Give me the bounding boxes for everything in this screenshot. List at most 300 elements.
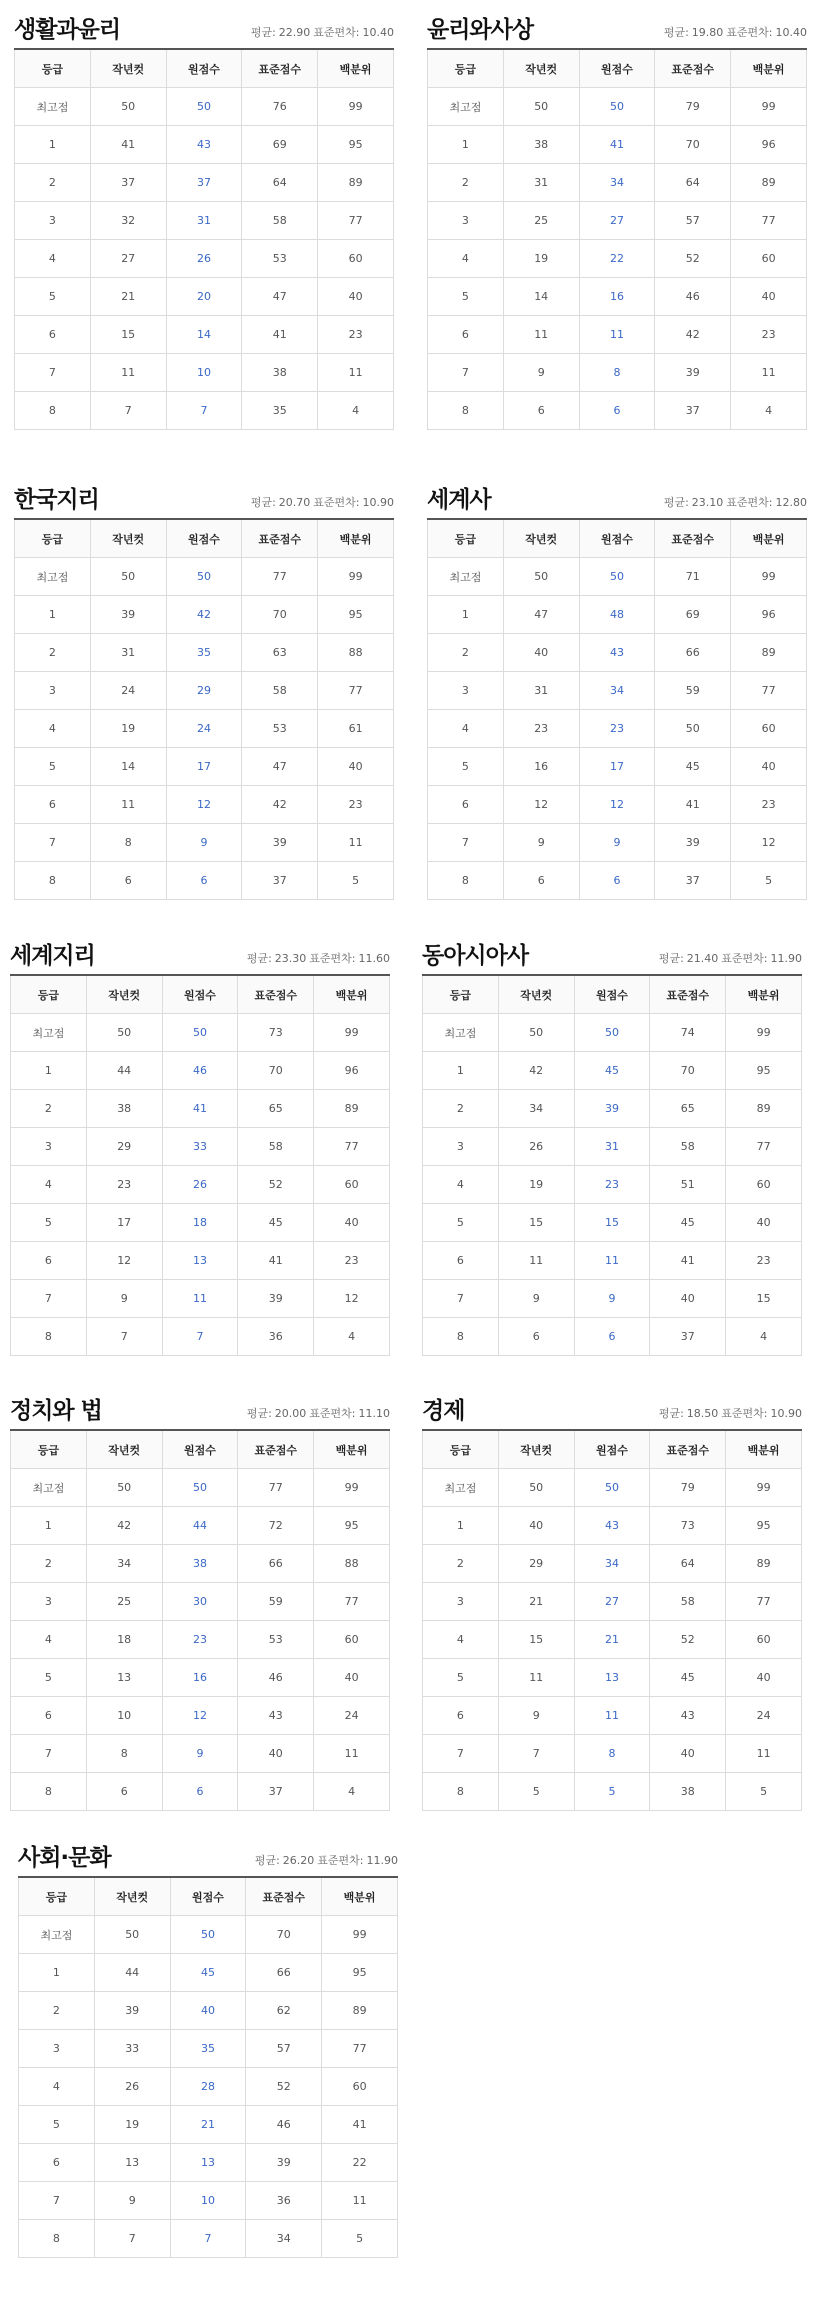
raw-score-cell: 43 bbox=[579, 634, 655, 672]
grade-cell: 7 bbox=[428, 354, 504, 392]
percentile-cell: 96 bbox=[731, 126, 807, 164]
last-year-cut-cell: 47 bbox=[503, 596, 579, 634]
table-row bbox=[11, 1583, 390, 1621]
table-row bbox=[428, 164, 807, 202]
standard-score-cell: 58 bbox=[650, 1128, 726, 1166]
percentile-cell: 60 bbox=[322, 2068, 398, 2106]
raw-score-cell: 50 bbox=[162, 1014, 238, 1052]
mean-label: 평균: bbox=[250, 26, 276, 39]
percentile-cell: 60 bbox=[726, 1166, 802, 1204]
grade-cell: 2 bbox=[15, 164, 91, 202]
grade-cell: 1 bbox=[15, 596, 91, 634]
standard-score-cell: 38 bbox=[242, 354, 318, 392]
grade-cell: 4 bbox=[428, 710, 504, 748]
percentile-cell: 89 bbox=[731, 164, 807, 202]
last-year-cut-cell: 19 bbox=[94, 2106, 170, 2144]
raw-score-cell: 23 bbox=[579, 710, 655, 748]
raw-score-cell: 6 bbox=[162, 1773, 238, 1811]
standard-score-cell: 45 bbox=[650, 1659, 726, 1697]
standard-score-cell: 53 bbox=[238, 1621, 314, 1659]
sd-label: 표준편차: bbox=[309, 1407, 356, 1420]
grade-cell: 최고점 bbox=[423, 1469, 499, 1507]
raw-score-cell: 50 bbox=[574, 1469, 650, 1507]
percentile-cell: 60 bbox=[731, 240, 807, 278]
last-year-cut-cell: 7 bbox=[94, 2220, 170, 2258]
raw-score-cell: 16 bbox=[162, 1659, 238, 1697]
score-stats bbox=[247, 1405, 390, 1421]
grade-cell: 3 bbox=[15, 672, 91, 710]
table-row bbox=[11, 1318, 390, 1356]
table-row bbox=[423, 1052, 802, 1090]
table-row bbox=[11, 1697, 390, 1735]
subject-title: 세계사 bbox=[427, 487, 491, 513]
table-row bbox=[423, 1318, 802, 1356]
raw-score-cell: 37 bbox=[166, 164, 242, 202]
panel-header bbox=[10, 1389, 390, 1429]
raw-score-cell: 46 bbox=[162, 1052, 238, 1090]
standard-score-cell: 39 bbox=[242, 824, 318, 862]
raw-score-cell: 34 bbox=[574, 1545, 650, 1583]
grade-cell: 4 bbox=[11, 1621, 87, 1659]
standard-score-cell: 64 bbox=[655, 164, 731, 202]
last-year-cut-cell: 24 bbox=[90, 672, 166, 710]
percentile-cell: 95 bbox=[318, 596, 394, 634]
grade-cell: 1 bbox=[19, 1954, 95, 1992]
column-header: 등급 bbox=[423, 975, 499, 1014]
standard-score-cell: 58 bbox=[650, 1583, 726, 1621]
last-year-cut-cell: 29 bbox=[86, 1128, 162, 1166]
column-header: 백분위 bbox=[314, 1430, 390, 1469]
table-row bbox=[19, 1992, 398, 2030]
percentile-cell: 24 bbox=[726, 1697, 802, 1735]
grade-cell: 6 bbox=[423, 1242, 499, 1280]
percentile-cell: 40 bbox=[726, 1659, 802, 1697]
grade-cell: 2 bbox=[15, 634, 91, 672]
percentile-cell: 99 bbox=[726, 1469, 802, 1507]
raw-score-cell: 13 bbox=[162, 1242, 238, 1280]
last-year-cut-cell: 14 bbox=[90, 748, 166, 786]
last-year-cut-cell: 7 bbox=[90, 392, 166, 430]
standard-score-cell: 37 bbox=[650, 1318, 726, 1356]
percentile-cell: 40 bbox=[318, 278, 394, 316]
percentile-cell: 23 bbox=[726, 1242, 802, 1280]
standard-score-cell: 76 bbox=[242, 88, 318, 126]
grade-cell: 8 bbox=[428, 862, 504, 900]
grade-cell: 1 bbox=[428, 596, 504, 634]
table-row bbox=[19, 2106, 398, 2144]
standard-score-cell: 72 bbox=[238, 1507, 314, 1545]
raw-score-cell: 43 bbox=[166, 126, 242, 164]
grade-cell: 2 bbox=[428, 164, 504, 202]
table-row bbox=[15, 634, 394, 672]
sd-label: 표준편차: bbox=[313, 26, 360, 39]
raw-score-cell: 50 bbox=[574, 1014, 650, 1052]
standard-score-cell: 59 bbox=[655, 672, 731, 710]
score-stats bbox=[251, 24, 394, 40]
grade-cell: 5 bbox=[19, 2106, 95, 2144]
subject-title: 세계지리 bbox=[10, 943, 95, 969]
table-row bbox=[15, 126, 394, 164]
column-header: 백분위 bbox=[318, 49, 394, 88]
last-year-cut-cell: 11 bbox=[90, 786, 166, 824]
table-row bbox=[15, 354, 394, 392]
raw-score-cell: 23 bbox=[162, 1621, 238, 1659]
sd-value: 10.40 bbox=[362, 26, 394, 39]
subject-title: 경제 bbox=[422, 1398, 465, 1424]
grade-cell: 8 bbox=[11, 1773, 87, 1811]
table-row bbox=[15, 392, 394, 430]
raw-score-cell: 7 bbox=[166, 392, 242, 430]
grade-cell: 4 bbox=[15, 240, 91, 278]
raw-score-cell: 50 bbox=[579, 88, 655, 126]
raw-score-cell: 34 bbox=[579, 164, 655, 202]
standard-score-cell: 34 bbox=[246, 2220, 322, 2258]
grade-cell: 8 bbox=[428, 392, 504, 430]
standard-score-cell: 41 bbox=[242, 316, 318, 354]
standard-score-cell: 66 bbox=[238, 1545, 314, 1583]
column-header: 원점수 bbox=[166, 49, 242, 88]
grade-cell: 2 bbox=[11, 1090, 87, 1128]
grade-cell: 5 bbox=[428, 278, 504, 316]
panel-header bbox=[427, 8, 807, 48]
percentile-cell: 24 bbox=[314, 1697, 390, 1735]
last-year-cut-cell: 9 bbox=[498, 1697, 574, 1735]
percentile-cell: 15 bbox=[726, 1280, 802, 1318]
raw-score-cell: 12 bbox=[166, 786, 242, 824]
sd-value: 11.60 bbox=[358, 952, 390, 965]
raw-score-cell: 9 bbox=[166, 824, 242, 862]
last-year-cut-cell: 25 bbox=[86, 1583, 162, 1621]
last-year-cut-cell: 50 bbox=[498, 1014, 574, 1052]
grade-cut-table bbox=[14, 48, 394, 430]
percentile-cell: 77 bbox=[314, 1128, 390, 1166]
grade-cell: 8 bbox=[11, 1318, 87, 1356]
grade-cell: 8 bbox=[423, 1773, 499, 1811]
percentile-cell: 77 bbox=[726, 1583, 802, 1621]
subject-panel bbox=[10, 1389, 390, 1811]
raw-score-cell: 23 bbox=[574, 1166, 650, 1204]
standard-score-cell: 69 bbox=[242, 126, 318, 164]
mean-label: 평균: bbox=[658, 952, 684, 965]
percentile-cell: 95 bbox=[318, 126, 394, 164]
raw-score-cell: 35 bbox=[166, 634, 242, 672]
raw-score-cell: 18 bbox=[162, 1204, 238, 1242]
standard-score-cell: 57 bbox=[246, 2030, 322, 2068]
mean-label: 평균: bbox=[246, 952, 272, 965]
subject-title: 동아시아사 bbox=[422, 943, 529, 969]
standard-score-cell: 79 bbox=[655, 88, 731, 126]
raw-score-cell: 44 bbox=[162, 1507, 238, 1545]
percentile-cell: 40 bbox=[731, 278, 807, 316]
mean-label: 평균: bbox=[254, 1854, 280, 1867]
sd-label: 표준편차: bbox=[726, 496, 773, 509]
table-row bbox=[15, 710, 394, 748]
panel-header bbox=[422, 1389, 802, 1429]
percentile-cell: 77 bbox=[314, 1583, 390, 1621]
standard-score-cell: 35 bbox=[242, 392, 318, 430]
last-year-cut-cell: 26 bbox=[94, 2068, 170, 2106]
percentile-cell: 40 bbox=[731, 748, 807, 786]
standard-score-cell: 73 bbox=[238, 1014, 314, 1052]
table-row bbox=[428, 862, 807, 900]
grade-cell: 2 bbox=[423, 1545, 499, 1583]
table-row bbox=[11, 1735, 390, 1773]
table-row bbox=[423, 1280, 802, 1318]
raw-score-cell: 41 bbox=[162, 1090, 238, 1128]
last-year-cut-cell: 31 bbox=[503, 164, 579, 202]
grade-cell: 5 bbox=[15, 278, 91, 316]
last-year-cut-cell: 26 bbox=[498, 1128, 574, 1166]
standard-score-cell: 62 bbox=[246, 1992, 322, 2030]
last-year-cut-cell: 16 bbox=[503, 748, 579, 786]
percentile-cell: 4 bbox=[314, 1318, 390, 1356]
last-year-cut-cell: 34 bbox=[86, 1545, 162, 1583]
raw-score-cell: 16 bbox=[579, 278, 655, 316]
table-row bbox=[428, 126, 807, 164]
grade-cell: 6 bbox=[423, 1697, 499, 1735]
grade-cell: 1 bbox=[423, 1052, 499, 1090]
raw-score-cell: 50 bbox=[162, 1469, 238, 1507]
grade-cell: 5 bbox=[423, 1659, 499, 1697]
percentile-cell: 89 bbox=[726, 1090, 802, 1128]
table-row bbox=[428, 748, 807, 786]
standard-score-cell: 64 bbox=[650, 1545, 726, 1583]
grade-cell: 8 bbox=[15, 862, 91, 900]
grade-cut-table bbox=[10, 974, 390, 1356]
grade-cell: 2 bbox=[19, 1992, 95, 2030]
subject-panel bbox=[14, 8, 394, 430]
table-row bbox=[428, 672, 807, 710]
column-header: 표준점수 bbox=[655, 519, 731, 558]
column-header: 등급 bbox=[428, 519, 504, 558]
standard-score-cell: 70 bbox=[650, 1052, 726, 1090]
column-header: 작년컷 bbox=[498, 975, 574, 1014]
table-row bbox=[11, 1166, 390, 1204]
table-row bbox=[428, 316, 807, 354]
percentile-cell: 95 bbox=[726, 1507, 802, 1545]
raw-score-cell: 9 bbox=[574, 1280, 650, 1318]
raw-score-cell: 27 bbox=[579, 202, 655, 240]
percentile-cell: 99 bbox=[314, 1014, 390, 1052]
percentile-cell: 4 bbox=[731, 392, 807, 430]
last-year-cut-cell: 50 bbox=[94, 1916, 170, 1954]
standard-score-cell: 64 bbox=[242, 164, 318, 202]
raw-score-cell: 43 bbox=[574, 1507, 650, 1545]
grade-cell: 최고점 bbox=[19, 1916, 95, 1954]
last-year-cut-cell: 23 bbox=[503, 710, 579, 748]
standard-score-cell: 45 bbox=[238, 1204, 314, 1242]
score-stats bbox=[659, 1405, 802, 1421]
column-header: 원점수 bbox=[579, 519, 655, 558]
percentile-cell: 23 bbox=[731, 316, 807, 354]
percentile-cell: 23 bbox=[314, 1242, 390, 1280]
last-year-cut-cell: 18 bbox=[86, 1621, 162, 1659]
column-header: 작년컷 bbox=[94, 1877, 170, 1916]
sd-label: 표준편차: bbox=[721, 1407, 768, 1420]
percentile-cell: 99 bbox=[314, 1469, 390, 1507]
standard-score-cell: 43 bbox=[238, 1697, 314, 1735]
standard-score-cell: 65 bbox=[650, 1090, 726, 1128]
table-row bbox=[15, 88, 394, 126]
standard-score-cell: 77 bbox=[238, 1469, 314, 1507]
subject-panel bbox=[18, 1836, 398, 2258]
table-row bbox=[423, 1583, 802, 1621]
percentile-cell: 77 bbox=[731, 672, 807, 710]
column-header: 표준점수 bbox=[238, 975, 314, 1014]
mean-value: 20.70 bbox=[278, 496, 311, 509]
raw-score-cell: 7 bbox=[170, 2220, 246, 2258]
standard-score-cell: 47 bbox=[242, 278, 318, 316]
last-year-cut-cell: 32 bbox=[90, 202, 166, 240]
table-header-row bbox=[15, 519, 394, 558]
last-year-cut-cell: 38 bbox=[86, 1090, 162, 1128]
raw-score-cell: 50 bbox=[579, 558, 655, 596]
last-year-cut-cell: 5 bbox=[498, 1773, 574, 1811]
last-year-cut-cell: 39 bbox=[94, 1992, 170, 2030]
table-row bbox=[428, 596, 807, 634]
last-year-cut-cell: 9 bbox=[503, 824, 579, 862]
last-year-cut-cell: 38 bbox=[503, 126, 579, 164]
last-year-cut-cell: 12 bbox=[503, 786, 579, 824]
percentile-cell: 12 bbox=[731, 824, 807, 862]
raw-score-cell: 8 bbox=[579, 354, 655, 392]
last-year-cut-cell: 50 bbox=[90, 88, 166, 126]
grade-cell: 6 bbox=[19, 2144, 95, 2182]
percentile-cell: 60 bbox=[731, 710, 807, 748]
last-year-cut-cell: 7 bbox=[86, 1318, 162, 1356]
raw-score-cell: 7 bbox=[162, 1318, 238, 1356]
grade-cell: 2 bbox=[11, 1545, 87, 1583]
table-row bbox=[11, 1659, 390, 1697]
table-row bbox=[15, 672, 394, 710]
percentile-cell: 89 bbox=[314, 1090, 390, 1128]
mean-value: 20.00 bbox=[274, 1407, 307, 1420]
percentile-cell: 60 bbox=[314, 1166, 390, 1204]
table-row bbox=[11, 1507, 390, 1545]
percentile-cell: 60 bbox=[318, 240, 394, 278]
column-header: 표준점수 bbox=[242, 49, 318, 88]
standard-score-cell: 66 bbox=[246, 1954, 322, 1992]
standard-score-cell: 42 bbox=[242, 786, 318, 824]
column-header: 표준점수 bbox=[650, 975, 726, 1014]
standard-score-cell: 52 bbox=[650, 1621, 726, 1659]
grade-cell: 최고점 bbox=[15, 558, 91, 596]
grade-cell: 6 bbox=[428, 316, 504, 354]
raw-score-cell: 26 bbox=[162, 1166, 238, 1204]
column-header: 작년컷 bbox=[503, 49, 579, 88]
table-row bbox=[428, 558, 807, 596]
raw-score-cell: 14 bbox=[166, 316, 242, 354]
column-header: 작년컷 bbox=[503, 519, 579, 558]
grade-cell: 2 bbox=[428, 634, 504, 672]
table-header-row bbox=[15, 49, 394, 88]
last-year-cut-cell: 42 bbox=[498, 1052, 574, 1090]
raw-score-cell: 13 bbox=[574, 1659, 650, 1697]
raw-score-cell: 28 bbox=[170, 2068, 246, 2106]
raw-score-cell: 17 bbox=[166, 748, 242, 786]
raw-score-cell: 11 bbox=[574, 1697, 650, 1735]
last-year-cut-cell: 41 bbox=[90, 126, 166, 164]
last-year-cut-cell: 6 bbox=[498, 1318, 574, 1356]
column-header: 백분위 bbox=[731, 49, 807, 88]
percentile-cell: 99 bbox=[726, 1014, 802, 1052]
last-year-cut-cell: 15 bbox=[498, 1204, 574, 1242]
column-header: 등급 bbox=[11, 1430, 87, 1469]
last-year-cut-cell: 7 bbox=[498, 1735, 574, 1773]
column-header: 원점수 bbox=[162, 975, 238, 1014]
sd-label: 표준편차: bbox=[726, 26, 773, 39]
grade-cell: 1 bbox=[15, 126, 91, 164]
grade-cell: 3 bbox=[15, 202, 91, 240]
last-year-cut-cell: 50 bbox=[503, 88, 579, 126]
table-row bbox=[423, 1659, 802, 1697]
standard-score-cell: 43 bbox=[650, 1697, 726, 1735]
table-row bbox=[428, 710, 807, 748]
percentile-cell: 23 bbox=[318, 786, 394, 824]
last-year-cut-cell: 9 bbox=[503, 354, 579, 392]
percentile-cell: 11 bbox=[726, 1735, 802, 1773]
sd-label: 표준편차: bbox=[313, 496, 360, 509]
mean-value: 23.10 bbox=[691, 496, 724, 509]
last-year-cut-cell: 50 bbox=[498, 1469, 574, 1507]
last-year-cut-cell: 37 bbox=[90, 164, 166, 202]
column-header: 원점수 bbox=[166, 519, 242, 558]
raw-score-cell: 5 bbox=[574, 1773, 650, 1811]
subject-panel bbox=[10, 934, 390, 1356]
subject-panel bbox=[14, 478, 394, 900]
score-stats bbox=[664, 24, 807, 40]
subject-title: 윤리와사상 bbox=[427, 17, 534, 43]
raw-score-cell: 9 bbox=[162, 1735, 238, 1773]
grade-cut-table bbox=[422, 974, 802, 1356]
percentile-cell: 11 bbox=[314, 1735, 390, 1773]
subject-title: 한국지리 bbox=[14, 487, 99, 513]
mean-label: 평균: bbox=[663, 26, 689, 39]
column-header: 작년컷 bbox=[498, 1430, 574, 1469]
table-row bbox=[11, 1128, 390, 1166]
standard-score-cell: 58 bbox=[242, 202, 318, 240]
grade-cell: 7 bbox=[423, 1735, 499, 1773]
table-row bbox=[11, 1090, 390, 1128]
table-row bbox=[15, 786, 394, 824]
panel-header bbox=[427, 478, 807, 518]
last-year-cut-cell: 31 bbox=[503, 672, 579, 710]
standard-score-cell: 46 bbox=[655, 278, 731, 316]
grade-cell: 최고점 bbox=[11, 1469, 87, 1507]
column-header: 표준점수 bbox=[655, 49, 731, 88]
standard-score-cell: 52 bbox=[246, 2068, 322, 2106]
standard-score-cell: 53 bbox=[242, 240, 318, 278]
raw-score-cell: 27 bbox=[574, 1583, 650, 1621]
table-header-row bbox=[11, 1430, 390, 1469]
table-row bbox=[15, 164, 394, 202]
percentile-cell: 12 bbox=[314, 1280, 390, 1318]
table-row bbox=[423, 1469, 802, 1507]
percentile-cell: 11 bbox=[318, 824, 394, 862]
standard-score-cell: 58 bbox=[238, 1128, 314, 1166]
percentile-cell: 5 bbox=[726, 1773, 802, 1811]
raw-score-cell: 30 bbox=[162, 1583, 238, 1621]
grade-cell: 3 bbox=[19, 2030, 95, 2068]
table-row bbox=[428, 634, 807, 672]
table-row bbox=[423, 1773, 802, 1811]
last-year-cut-cell: 11 bbox=[498, 1659, 574, 1697]
grade-cell: 최고점 bbox=[15, 88, 91, 126]
grade-cell: 8 bbox=[423, 1318, 499, 1356]
grade-cell: 최고점 bbox=[428, 88, 504, 126]
percentile-cell: 88 bbox=[318, 634, 394, 672]
standard-score-cell: 53 bbox=[242, 710, 318, 748]
